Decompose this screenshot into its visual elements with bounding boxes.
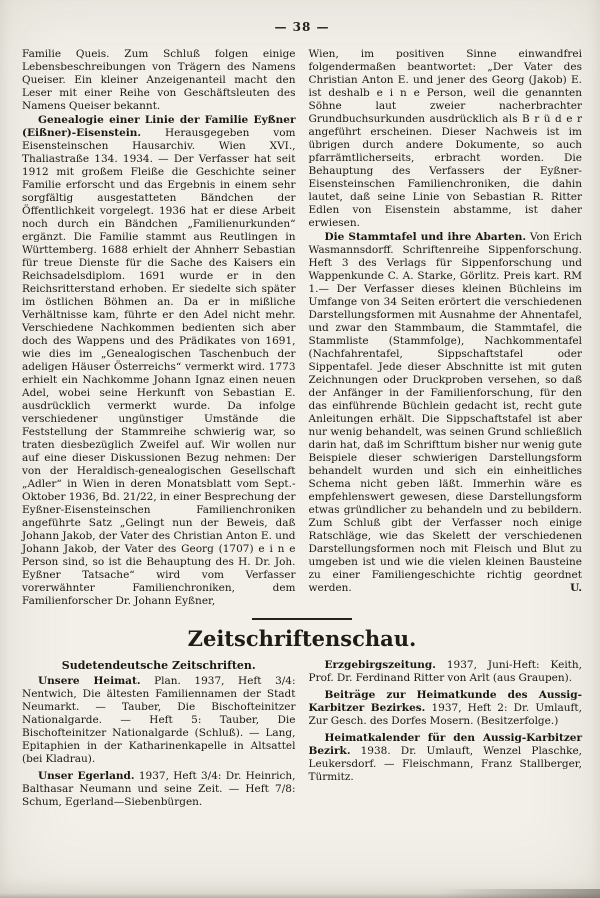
review-right-column <box>309 659 583 809</box>
review-left-column <box>22 659 296 809</box>
paragraph-lead: Genealogie einer Linie der Familie Eyßner (Eißner)-Eisenstein. <box>22 114 296 139</box>
paragraph-body: 1937, Heft 3/4: Dr. Heinrich, Balthasar Neumann und seine Zeit. — Heft 7/8: Schum, Egerland—Siebenbürgen. <box>22 770 296 808</box>
scan-corner-shadow <box>440 889 600 898</box>
paragraph-body: Familie Queis. Zum Schluß folgen einige Lebensbeschreibungen von Trägern des Namens Queiser. Ein kleiner Anzeigenanteil macht den Leser mit einer Reihe von Geschäftsleuten des Namens Queiser bekannt. <box>22 48 296 112</box>
section-divider-rule <box>252 618 352 620</box>
paragraph-lead: Erzgebirgszeitung. <box>324 659 436 671</box>
page-number: — 38 — <box>274 20 330 34</box>
paragraph <box>309 231 583 595</box>
paragraph <box>22 770 296 809</box>
section-title: Zeitschriftenschau. <box>187 626 417 651</box>
paragraph-body: Von Erich Wasmannsdorff. Schriftenreihe Sippenforschung. Heft 3 des Verlags für Sippenforschung und Wappenkunde C. A. Starke, Görlitz. Preis kart. RM 1.— Der Verfasser dieses kleinen Büchleins im Umfange von 34 Seiten erörtert die verschiedenen Darstellungsformen mit Ausnahme der Ahnentafel, und zwar den Stammbaum, die Stammtafel, die Stammliste (Stammfolge), Nachkommentafel (Nachfahrentafel, Sippschaftstafel oder Sippentafel. Jede dieser Abschnitte ist mit guten Zeichnungen oder Druckproben versehen, so daß der Anfänger in der Familienforschung, für den das einführende Büchlein gedacht ist, recht gute Anleitungen erhält. Die Sippschaftstafel ist aber nur wenig behandelt, was seinen Grund schließlich darin hat, daß im Schrifttum bisher nur wenig gute Beispiele dieser schwierigen Darstellungsform behandelt wurden und sich ein einheitliches Schema nicht geben läßt. Immerhin wäre es empfehlenswert gewesen, diese Darstellungsform etwas gründlicher zu behandeln und zu bebildern. Zum Schluß gibt der Verfasser noch einige Ratschläge, wie das Skelett der verschiedenen Darstellungsformen noch mit Fleisch und Blut zu umgeben ist und wie die vielen kleinen Bausteine zu einer Familiengeschichte richtig geordnet werden. <box>308 231 582 594</box>
paragraph-body: 1937, Heft 2: Dr. Umlauft, Zur Gesch. des Dorfes Mosern. (Besitzerfolge.) <box>308 702 582 727</box>
paragraph-body: Plan. 1937, Heft 3/4: Nentwich, Die ältesten Familiennamen der Stadt Neumarkt. — Tauber, Die Bischofteinitzer Nationalgarde. — Heft 5: Tauber, Die Bischofteinitzer Nationalgarde (Schluß). — Lang, Epitaphien in der Katharinenkapelle in Altsattel (bei Kladrau). <box>22 675 296 765</box>
paragraph <box>309 732 583 784</box>
main-right-column <box>309 48 583 608</box>
paragraph-lead: Unser Egerland. <box>38 770 135 782</box>
paragraph-body: Herausgegeben vom Eisensteinschen Hausarchiv. Wien XVI., Thaliastraße 134. 1934. — Der Verfasser hat seit 1912 mit großem Fleiße die Geschichte seiner Familie erforscht und das Ergebnis in einem sehr sorgfältig ausgestatteten Bändchen der Öffentlichkeit vorgelegt. 1936 hat er diese Arbeit noch durch ein Bändchen „Familienurkunden“ ergänzt. Die Familie stammt aus Reutlingen in Württemberg. 1688 erhielt der Ahnherr Sebastian für treue Dienste für die Sache des Kaisers ein Reichsadelsdiplom. 1691 wurde er in den Reichsritterstand erhoben. Er siedelte sich später im östlichen Böhmen an. Da er in mißliche Verhältnisse kam, führte er den Adel nicht mehr. Verschiedene Nachkommen bedienten sich aber doch des Wappens und des Prädikates von 1691, wie dies im „Genealogischen Taschenbuch der adeligen Häuser Österreichs“ vermerkt wird. 1773 erhielt ein Nachkomme Johann Ignaz einen neuen Adel, wobei seine Herkunft von Sebastian E. ausdrücklich vermerkt wurde. Da infolge verschiedener ungünstiger Umstände die Feststellung der Stammreihe schwierig war, so traten diesbezüglich Zweifel auf. Wir wollen nur auf eine dieser Diskussionen Bezug nehmen: Der von der Heraldisch-genealogischen Gesellschaft „Adler“ in Wien in deren Monatsblatt vom Sept.-Oktober 1936, Bd. 21/22, in einer Besprechung der Eyßner-Eisensteinschen Familienchroniken angeführte Satz „Gelingt nun der Beweis, daß Johann Jakob, der Vater des Christian Anton E. und Johann Jakob, der Vater des Georg (1707) e i n e Person sind, so ist die Behauptung des H. Dr. Joh. Eyßner Tatsache“ wird vom Verfasser vorerwähnter Familienchroniken, dem Familienforscher Dr. Johann Eyßner, <box>22 127 296 607</box>
review-columns <box>22 659 582 809</box>
paragraph <box>309 659 583 685</box>
paragraph-lead: Unsere Heimat. <box>38 675 141 687</box>
paragraph <box>22 48 296 113</box>
main-text-columns <box>22 48 582 608</box>
main-left-column <box>22 48 296 608</box>
paragraph <box>22 675 296 766</box>
paragraph-lead: Heimatkalender für den Aussig-Karbitzer Bezirk. <box>308 732 582 757</box>
paragraph-body: 1938. Dr. Umlauft, Wenzel Plaschke, Leukersdorf. — Fleischmann, Franz Stallberger, Türmitz. <box>308 745 583 783</box>
paragraph-lead: Die Stammtafel und ihre Abarten. <box>324 231 527 243</box>
paragraph-lead: Beiträge zur Heimatkunde des Aussig-Karbitzer Bezirkes. <box>308 689 582 714</box>
paragraph <box>22 114 296 608</box>
paragraph <box>309 689 583 728</box>
paragraph <box>309 48 583 230</box>
paragraph-body: Wien, im positiven Sinne einwandfrei folgendermaßen beantwortet: „Der Vater des Christian Anton E. und jener des Georg (Jakob) E. ist deshalb e i n e Person, weil die genannten Söhne laut zweier nacherbrachter Grundbuchsurkunden ausdrücklich als B r ü d e r angeführt erscheinen. Dieser Nachweis ist im übrigen durch andere Dokumente, so auch pfarrämtlicherseits, erbracht worden. Die Behauptung des Verfassers der Eyßner-Eisensteinschen Familienchroniken, die dahin lautet, daß seine Linie von Sebastian R. Ritter Edlen von Eisenstein abstamme, ist daher erwiesen. <box>308 48 582 229</box>
scan-bottom-shadow <box>0 893 600 898</box>
signature: U. <box>570 582 582 594</box>
paragraph-body: 1937, Juni-Heft: Keith, Prof. Dr. Ferdinand Ritter von Arlt (aus Graupen). <box>308 659 582 684</box>
subsection-heading: Sudetendeutsche Zeitschriften. <box>61 659 256 672</box>
